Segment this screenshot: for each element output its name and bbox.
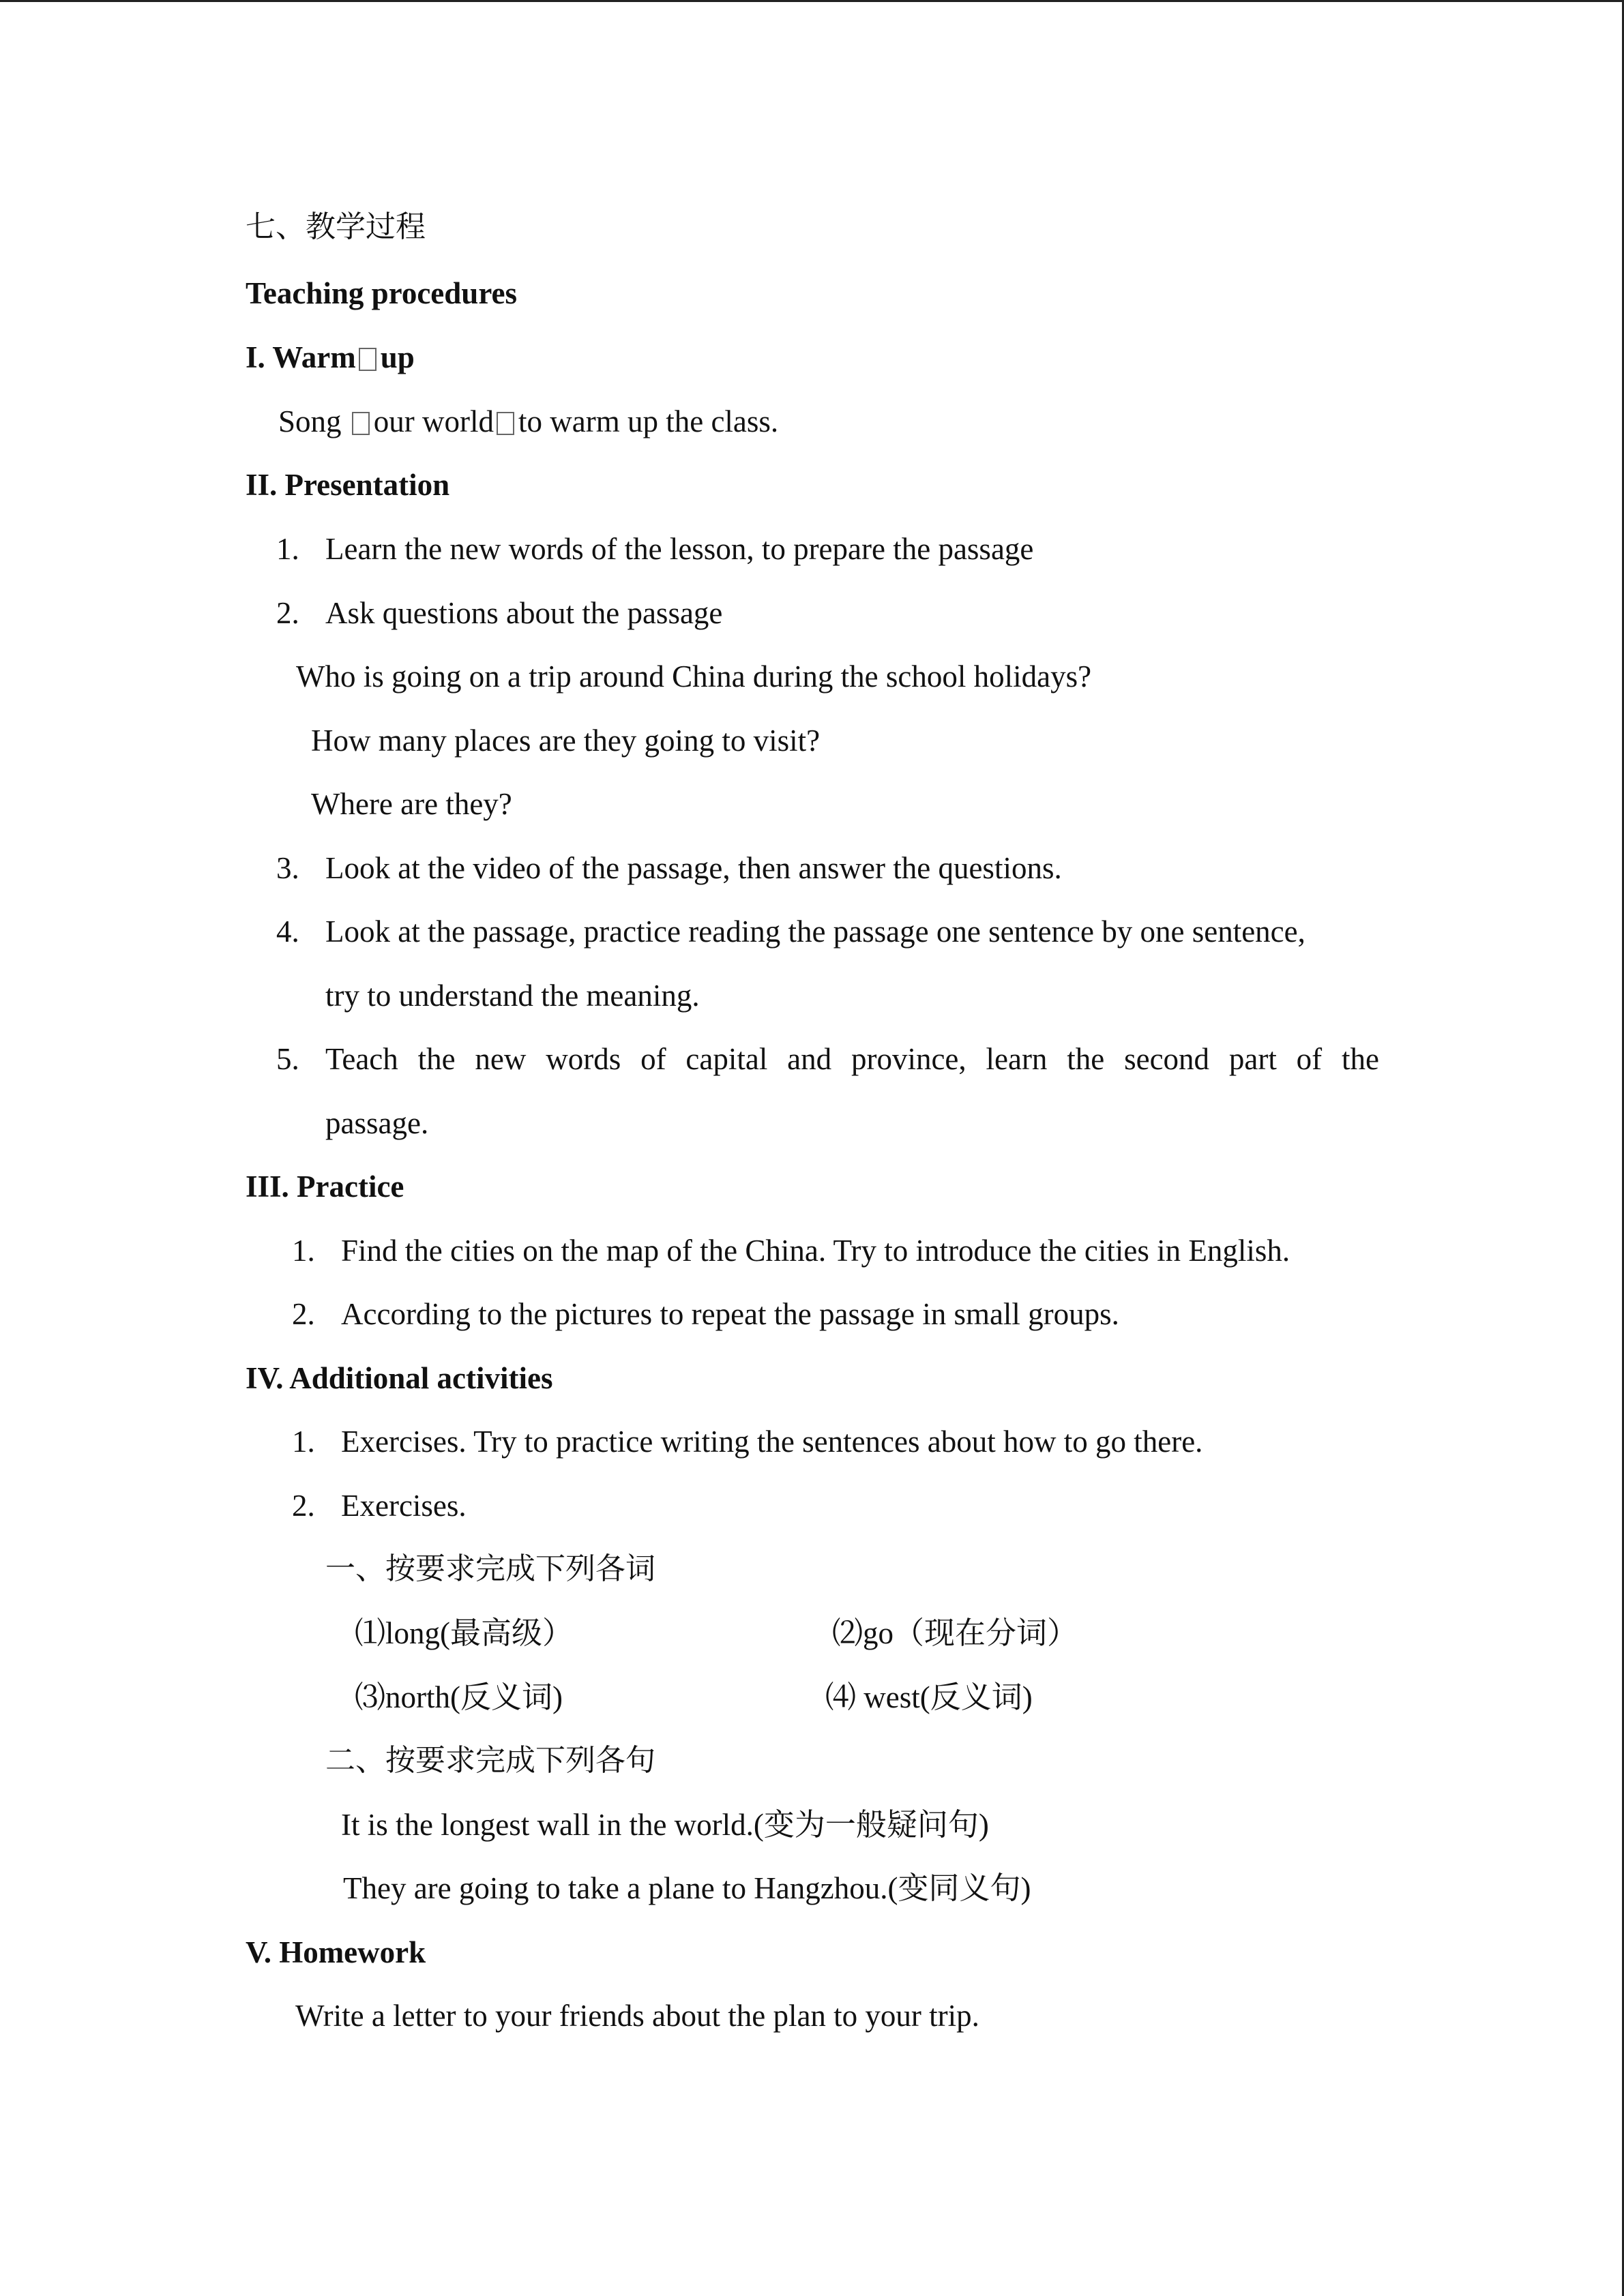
question-1: Who is going on a trip around China during the school holidays? [296,659,1092,694]
presentation-item-5-cont: passage. [325,1106,429,1140]
presentation-item-4-cont: try to understand the meaning. [325,979,700,1013]
exercise-part-2-heading: 二、按要求完成下列各句 [325,1743,655,1778]
exercise-word-3: ⑶north(反义词) [355,1680,563,1714]
additional-item-2 [292,1487,467,1525]
homework-heading: V. Homework [246,1935,426,1969]
practice-heading: III. Practice [246,1169,404,1204]
warmup-song-title: our world [373,404,494,438]
page-title: Teaching procedures [246,276,517,310]
warmup-song-post: to warm up the class. [518,404,779,438]
list-number: 2. [292,1297,315,1331]
warmup-heading [246,338,415,376]
warmup-heading-pre: I. Warm [246,340,356,374]
list-item-text: Look at the video of the passage, then answer the questions. [325,851,1062,885]
list-item-text: Exercises. Try to practice writing the sentences about how to go there. [341,1425,1203,1459]
additional-item-1 [292,1422,1202,1461]
warmup-song-line [278,402,778,441]
list-number: 3. [276,851,299,885]
exercise-sentence-1: It is the longest wall in the world.(变为一般疑问句) [341,1808,989,1842]
presentation-item-1 [276,530,1033,568]
list-number: 5. [276,1042,299,1076]
exercise-word-1: ⑴long(最高级） [355,1616,573,1650]
missing-glyph-box [352,412,370,435]
list-item-text: Find the cities on the map of the China. Try to introduce the cities in English. [341,1234,1290,1268]
question-3: Where are they? [311,787,512,821]
list-number: 1. [292,1234,315,1268]
warmup-heading-post: up [380,340,415,374]
missing-glyph-box [497,412,514,435]
list-item-text: Learn the new words of the lesson, to prepare the passage [325,532,1034,566]
presentation-item-2 [276,594,722,632]
page-border-top [0,0,1624,2]
practice-item-2 [292,1295,1119,1333]
presentation-item-5 [276,1040,1379,1078]
presentation-item-4 [276,912,1305,951]
exercise-word-4: ⑷ west(反义词) [825,1680,1033,1714]
list-item-text: Look at the passage, practice reading the passage one sentence by one sentence, [325,914,1305,949]
warmup-song-pre: Song [278,404,349,438]
homework-text: Write a letter to your friends about the plan to your trip. [295,1999,979,2033]
exercise-part-1-heading: 一、按要求完成下列各词 [325,1551,655,1586]
list-number: 2. [276,596,299,630]
list-number: 4. [276,914,299,949]
list-item-text: According to the pictures to repeat the passage in small groups. [341,1297,1119,1331]
additional-heading: IV. Additional activities [246,1361,553,1395]
presentation-item-3 [276,849,1062,887]
section-heading: 七、教学过程 [246,209,426,244]
list-item-text: Ask questions about the passage [325,596,723,630]
list-item-text: Exercises. [341,1489,467,1523]
exercise-word-2: ⑵go（现在分词） [832,1616,1078,1650]
list-number: 1. [292,1425,315,1459]
practice-item-1 [292,1232,1290,1270]
list-number: 2. [292,1489,315,1523]
exercise-sentence-2: They are going to take a plane to Hangzhou.(变同义句) [343,1871,1031,1905]
question-2: How many places are they going to visit? [311,724,821,758]
list-number: 1. [276,532,299,566]
list-item-text: Teach the new words of capital and province, learn the second part of the [325,1042,1379,1076]
missing-glyph-box [359,348,377,371]
presentation-heading: II. Presentation [246,468,450,502]
